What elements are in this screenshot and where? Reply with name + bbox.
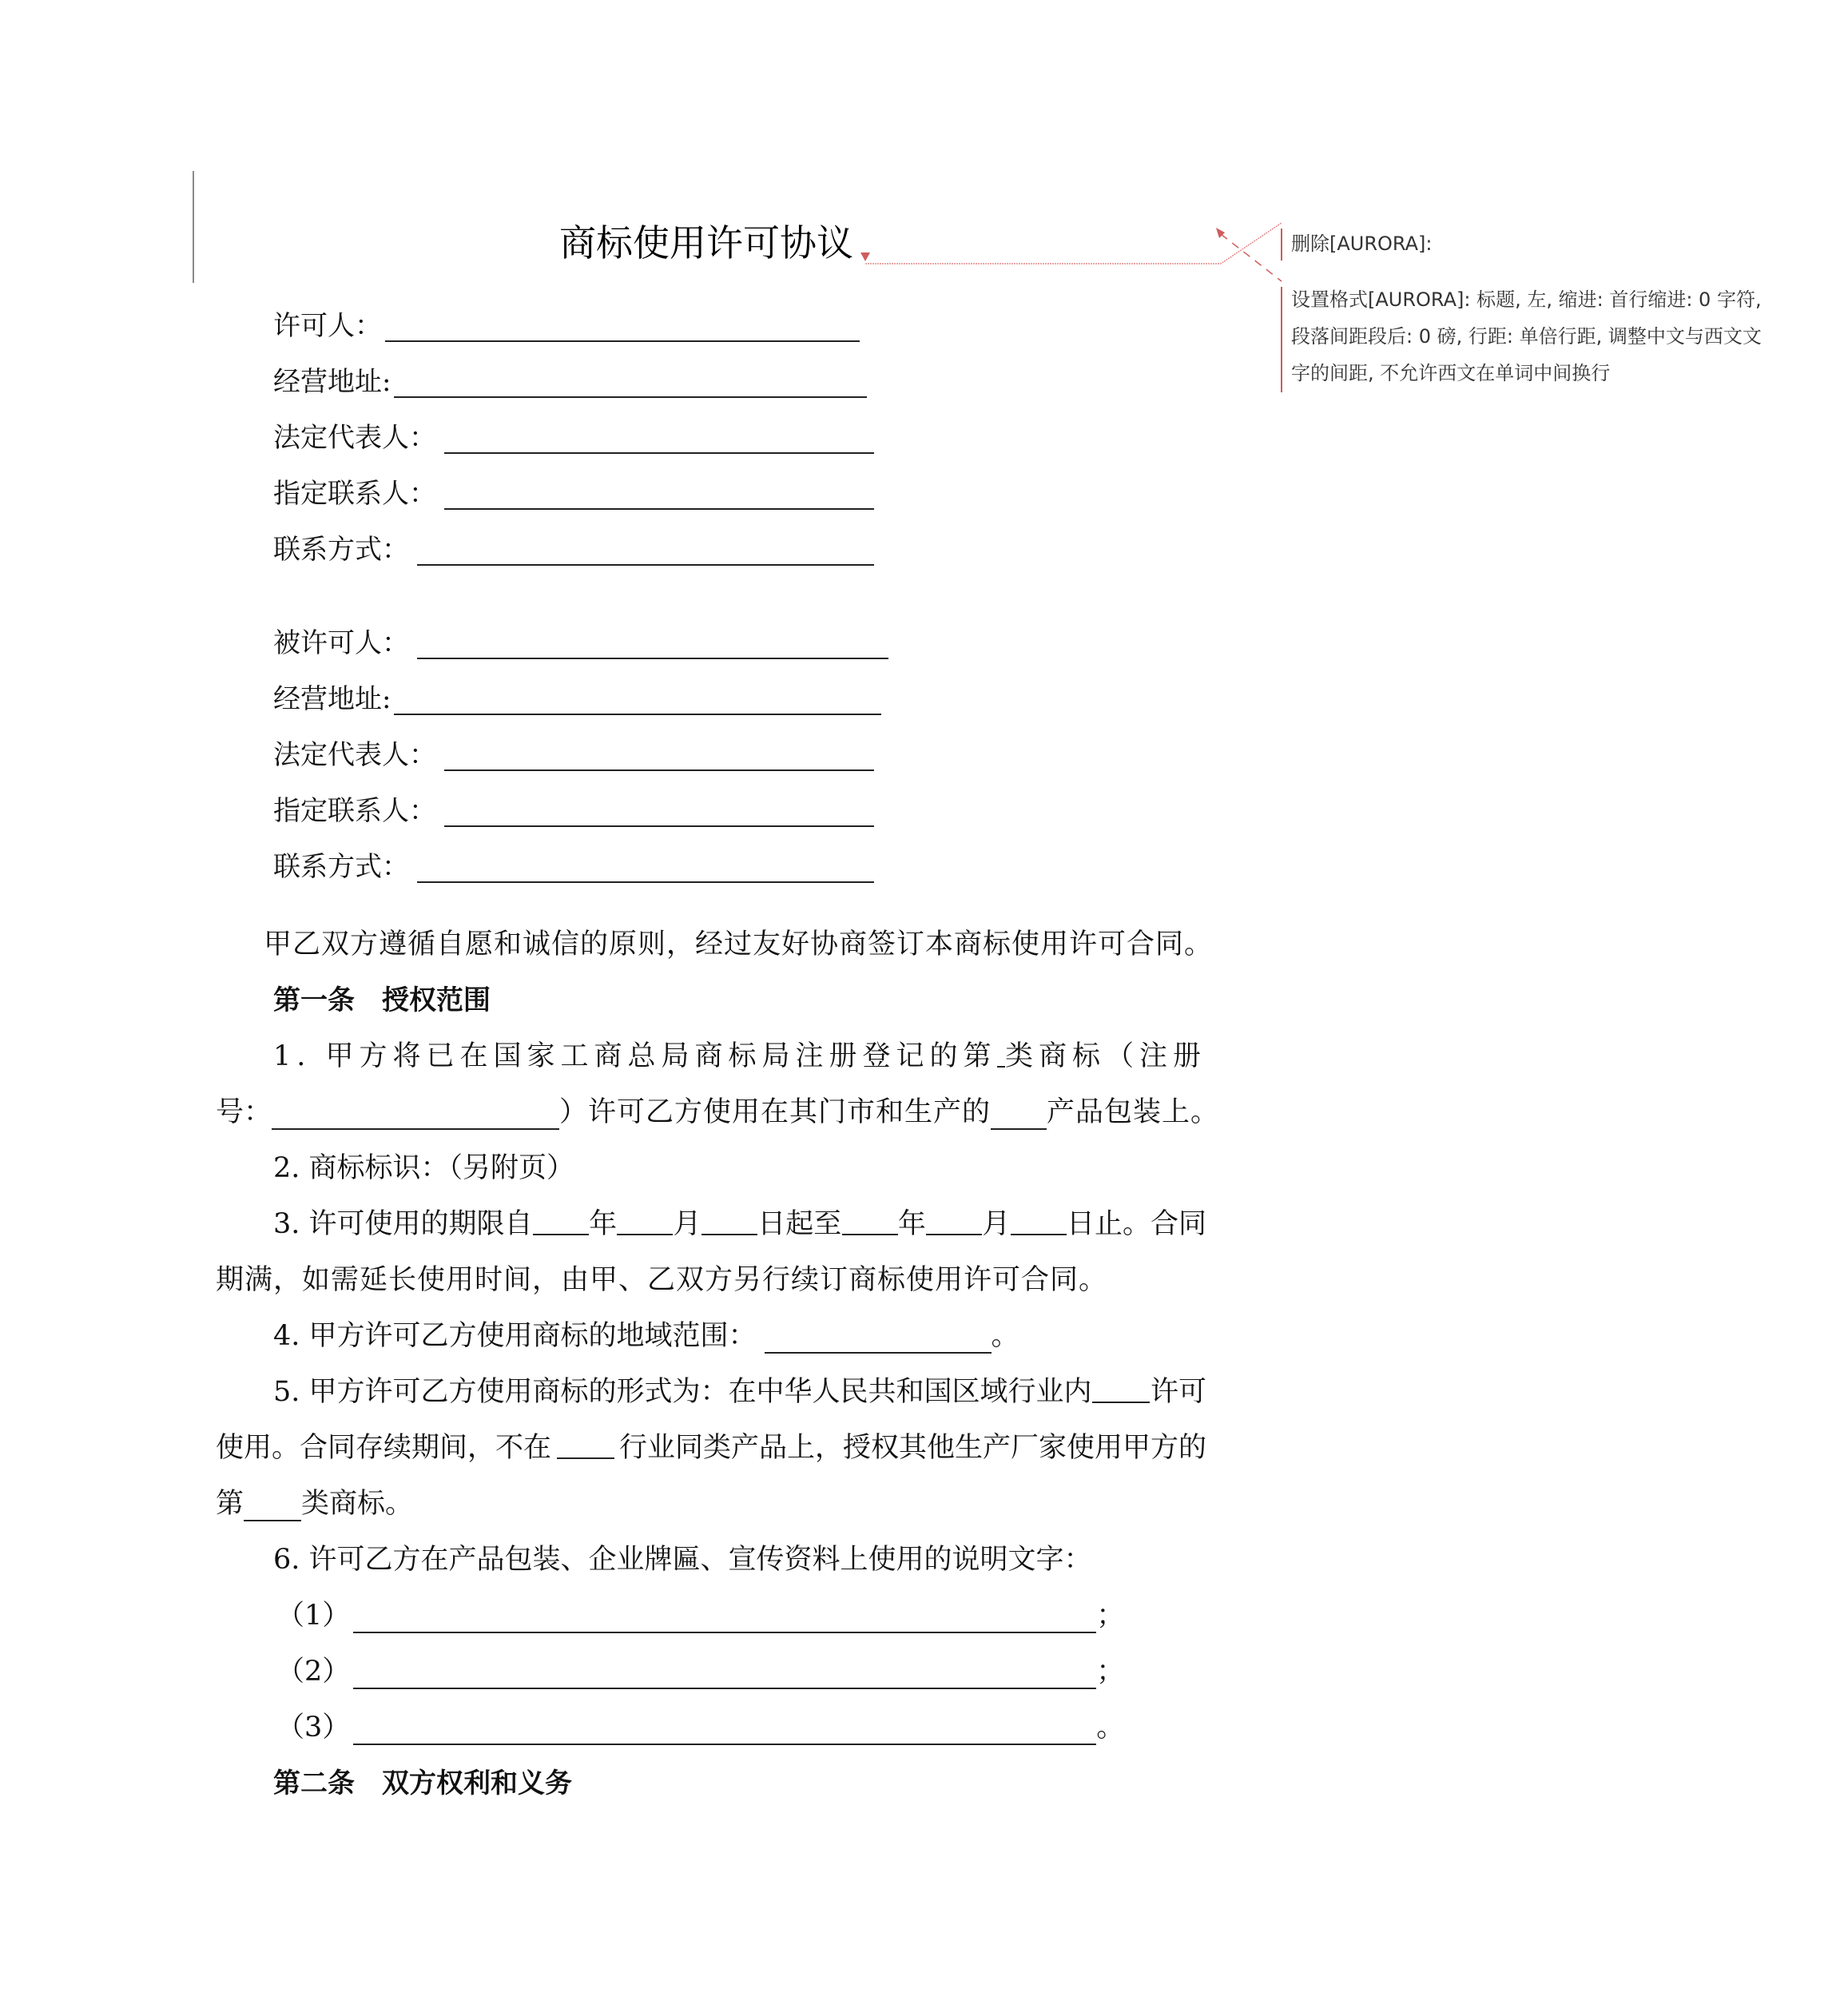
comment-leader-line — [865, 223, 1282, 264]
format-comment[interactable] — [1291, 281, 1762, 392]
field-blank[interactable] — [417, 853, 874, 883]
description-blank-2[interactable] — [353, 1660, 1096, 1689]
item-5-text-d: 行业同类产品上，授权其他生产厂家使用甲方的 — [618, 1432, 1206, 1464]
licensor-contact-field[interactable] — [273, 531, 874, 566]
format-leader-line — [1221, 234, 1282, 281]
field-label: 许可人： — [273, 310, 382, 342]
excluded-industry-blank[interactable] — [557, 1430, 614, 1459]
item-6-subitem-3 — [276, 1710, 1124, 1745]
licensee-address-field[interactable] — [273, 680, 881, 715]
item-5-line-1 — [273, 1374, 1206, 1410]
end-month-blank[interactable] — [926, 1207, 982, 1235]
licensor-contact-person-field[interactable] — [273, 475, 874, 510]
class-blank[interactable] — [244, 1493, 301, 1521]
format-comment-line: 设置格式[AURORA]: 标题, 左, 缩进: 首行缩进: 0 字符, — [1291, 288, 1762, 311]
product-blank[interactable] — [991, 1101, 1047, 1130]
territory-blank[interactable] — [765, 1325, 992, 1354]
article-1-heading: 第一条 授权范围 — [273, 984, 491, 1016]
item-1-text-b: 类商标（注册 — [1004, 1040, 1206, 1072]
intro-paragraph: 甲乙双方遵循自愿和诚信的原则，经过友好协商签订本商标使用许可合同。 — [264, 928, 1214, 960]
subitem-label: （2） — [276, 1656, 351, 1688]
start-day-blank[interactable] — [701, 1207, 757, 1235]
article-2-heading: 第二条 双方权利和义务 — [273, 1767, 572, 1799]
subitem-end: ； — [1096, 1656, 1125, 1688]
deletion-comment[interactable]: 删除[AURORA]: — [1291, 233, 1433, 255]
field-label: 指定联系人： — [273, 795, 436, 827]
field-label: 经营地址: — [273, 366, 391, 398]
start-month-blank[interactable] — [617, 1207, 673, 1235]
field-blank[interactable] — [444, 479, 874, 510]
item-1-text-c: 号： — [216, 1096, 272, 1128]
item-4-text: 4. 甲方许可乙方使用商标的地域范围： — [273, 1320, 757, 1352]
licensee-contact-person-field[interactable] — [273, 792, 874, 827]
day-label: 日止。合同 — [1066, 1208, 1206, 1240]
industry-blank[interactable] — [1092, 1374, 1150, 1403]
item-6-subitem-1 — [276, 1598, 1124, 1633]
item-1-line-1 — [273, 1039, 1206, 1074]
format-comment-line: 字的间距, 不允许西文在单词中间换行 — [1291, 362, 1611, 384]
day-label: 日起至 — [757, 1208, 842, 1240]
licensee-contact-field[interactable] — [273, 848, 874, 883]
item-2: 2. 商标标识：（另附页） — [273, 1152, 575, 1184]
item-5-text-a: 5. 甲方许可乙方使用商标的形式为：在中华人民共和国区域行业内 — [273, 1376, 1092, 1408]
field-label: 法定代表人： — [273, 739, 436, 771]
field-label: 法定代表人： — [273, 422, 436, 454]
licensee-name-field[interactable] — [273, 624, 888, 659]
format-comment-line: 段落间距段后: 0 磅, 行距: 单倍行距, 调整中文与西文文 — [1291, 325, 1762, 348]
comment-connectors — [0, 0, 1848, 479]
start-year-blank[interactable] — [533, 1207, 589, 1235]
field-blank[interactable] — [444, 741, 874, 771]
year-label: 年 — [897, 1208, 926, 1240]
item-3-line-1 — [273, 1207, 1206, 1242]
item-5-text-e: 第 — [216, 1488, 244, 1520]
item-3-line-2: 期满，如需延长使用时间，由甲、乙双方另行续订商标使用许可合同。 — [216, 1264, 1108, 1296]
field-label: 联系方式： — [273, 851, 409, 883]
item-4-end: 。 — [991, 1320, 1019, 1352]
item-6: 6. 许可乙方在产品包装、企业牌匾、宣传资料上使用的说明文字： — [273, 1544, 1092, 1576]
item-5-line-3 — [216, 1486, 413, 1521]
field-blank[interactable] — [417, 629, 888, 659]
field-label: 被许可人： — [273, 627, 409, 659]
end-year-blank[interactable] — [842, 1207, 898, 1235]
field-blank[interactable] — [417, 535, 874, 566]
item-5-text-f: 类商标。 — [301, 1488, 414, 1520]
deletion-comment-bar — [1281, 229, 1282, 260]
item-1-text-d: ）许可乙方使用在其门市和生产的 — [559, 1096, 992, 1128]
document-title: 商标使用许可协议 — [559, 221, 853, 264]
description-blank-3[interactable] — [353, 1716, 1096, 1745]
subitem-end: 。 — [1096, 1712, 1125, 1744]
field-label: 指定联系人： — [273, 478, 436, 510]
item-6-subitem-2 — [276, 1654, 1124, 1689]
subitem-end: ； — [1096, 1600, 1125, 1632]
item-1-text-e: 产品包装上。 — [1047, 1096, 1220, 1128]
item-3-prefix: 3. 许可使用的期限自 — [273, 1208, 533, 1240]
item-5-line-2 — [216, 1430, 1206, 1465]
year-label: 年 — [589, 1208, 618, 1240]
licensee-legal-rep-field[interactable] — [273, 736, 874, 771]
item-5-text-b: 许可 — [1150, 1376, 1206, 1408]
month-label: 月 — [673, 1208, 701, 1240]
field-blank[interactable] — [444, 797, 874, 827]
item-1-line-2 — [216, 1095, 1220, 1130]
subitem-label: （3） — [276, 1712, 351, 1744]
item-4 — [273, 1318, 1019, 1354]
deletion-marker-icon — [860, 252, 870, 261]
month-label: 月 — [982, 1208, 1011, 1240]
field-label: 联系方式： — [273, 534, 409, 566]
registration-number-blank[interactable] — [272, 1101, 559, 1130]
end-day-blank[interactable] — [1011, 1207, 1067, 1235]
item-1-text-a: 1. 甲方将已在国家工商总局商标局注册登记的第 — [273, 1040, 997, 1072]
field-label: 经营地址: — [273, 683, 391, 715]
field-blank[interactable] — [394, 685, 881, 715]
format-comment-bar — [1281, 287, 1282, 392]
class-number-blank[interactable] — [997, 1039, 1005, 1068]
description-blank-1[interactable] — [353, 1604, 1096, 1633]
subitem-label: （1） — [276, 1600, 351, 1632]
item-5-text-c: 使用。合同存续期间，不在 — [216, 1432, 552, 1464]
